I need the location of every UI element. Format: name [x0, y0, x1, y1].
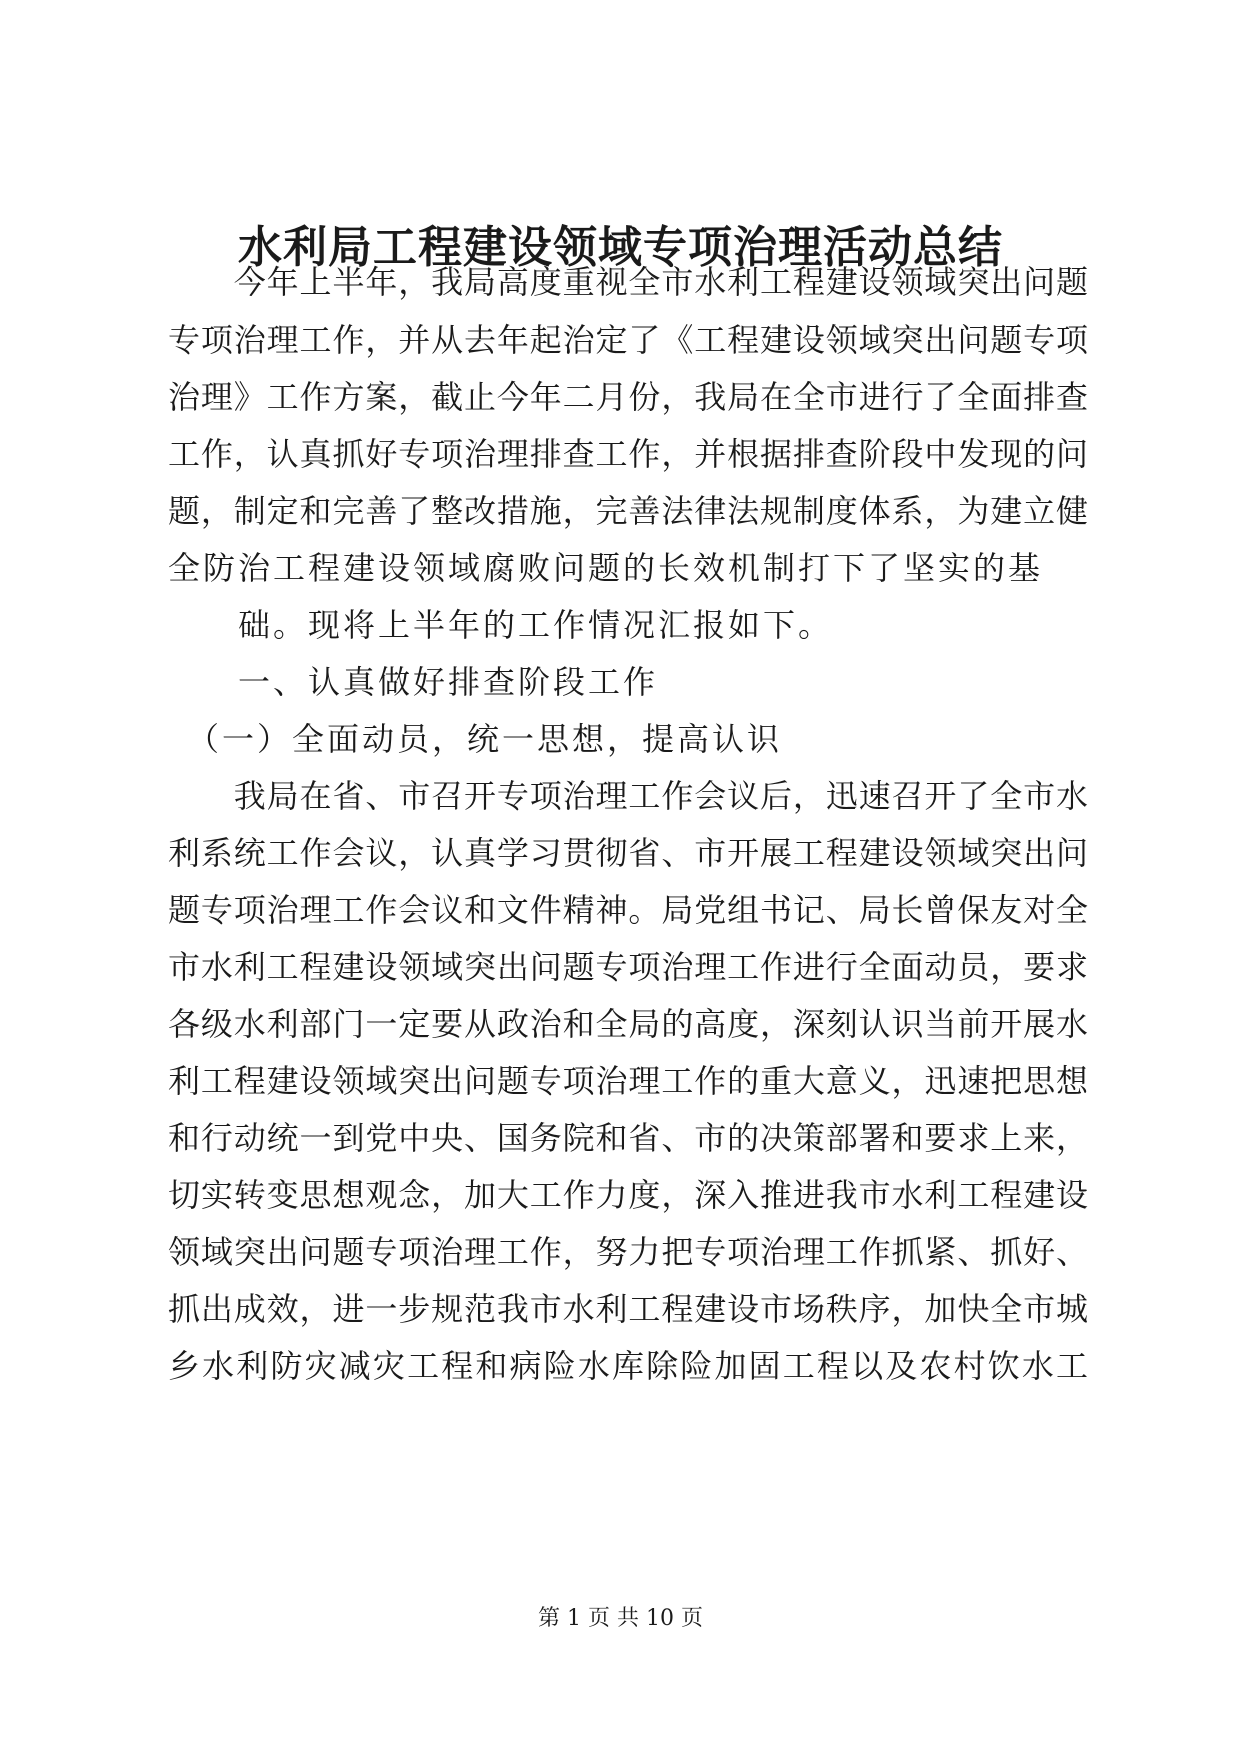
- section-heading-1: 一、认真做好排查阶段工作: [168, 663, 659, 701]
- subsection-heading-1: （一）全面动员，统一思想，提高认识: [168, 720, 783, 758]
- body-line-3: 治理》工作方案，截止今年二月份，我局在全市进行了全面排查: [168, 378, 1088, 416]
- body-line-2: 专项治理工作，并从去年起治定了《工程建设领域突出问题专项: [168, 321, 1088, 359]
- body-line-20: 乡水利防灾减灾工程和病险水库除险加固工程以及农村饮水工: [168, 1347, 1088, 1385]
- body-line-17: 切实转变思想观念，加大工作力度，深入推进我市水利工程建设: [168, 1176, 1088, 1214]
- body-line-10: 我局在省、市召开专项治理工作会议后，迅速召开了全市水: [168, 777, 1088, 815]
- page-number-footer: 第 1 页 共 10 页: [538, 1606, 703, 1631]
- body-line-19: 抓出成效，进一步规范我市水利工程建设市场秩序，加快全市城: [168, 1290, 1088, 1328]
- body-line-7: 础。现将上半年的工作情况汇报如下。: [168, 606, 834, 644]
- document-title: 水利局工程建设领域专项治理活动总结: [238, 222, 1003, 273]
- body-line-16: 和行动统一到党中央、国务院和省、市的决策部署和要求上来，: [168, 1119, 1088, 1157]
- body-line-5: 题，制定和完善了整改措施，完善法律法规制度体系，为建立健: [168, 492, 1088, 530]
- body-line-14: 各级水利部门一定要从政治和全局的高度，深刻认识当前开展水: [168, 1005, 1088, 1043]
- body-line-13: 市水利工程建设领域突出问题专项治理工作进行全面动员，要求: [168, 948, 1088, 986]
- body-line-18: 领域突出问题专项治理工作，努力把专项治理工作抓紧、抓好、: [168, 1233, 1088, 1271]
- body-line-11: 利系统工作会议，认真学习贯彻省、市开展工程建设领域突出问: [168, 834, 1088, 872]
- body-line-1: 今年上半年，我局高度重视全市水利工程建设领域突出问题: [168, 263, 1088, 301]
- body-line-6: 全防治工程建设领域腐败问题的长效机制打下了坚实的基: [168, 549, 1044, 587]
- body-line-15: 利工程建设领域突出问题专项治理工作的重大意义，迅速把思想: [168, 1062, 1088, 1100]
- body-line-12: 题专项治理工作会议和文件精神。局党组书记、局长曾保友对全: [168, 891, 1088, 929]
- body-line-4: 工作，认真抓好专项治理排查工作，并根据排查阶段中发现的问: [168, 435, 1088, 473]
